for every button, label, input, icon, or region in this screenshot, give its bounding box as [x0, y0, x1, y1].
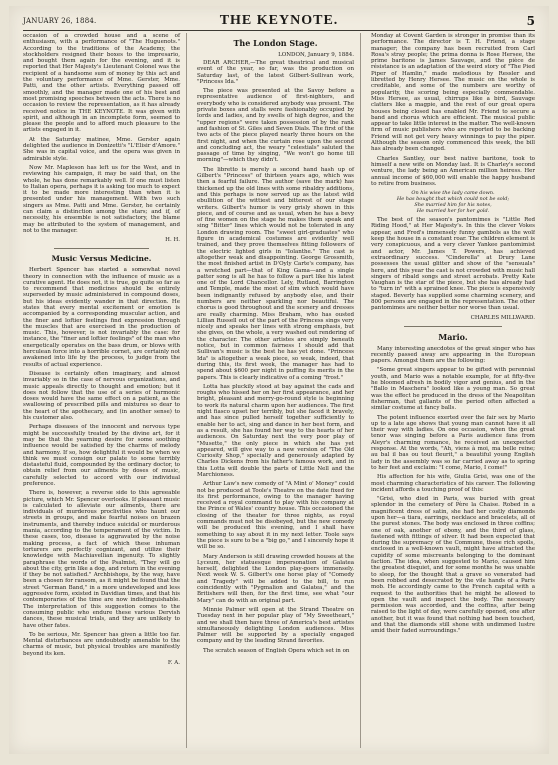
article-columns	[23, 33, 535, 748]
article-heading: The London Stage.	[233, 38, 318, 48]
article-paragraph: Arthur Law's new comedy of "A Mint o' Money" could not be produced at Toole's Theatre on the date fixed for its first performance, owing to the manager having received a royal command to play with his company at the Prince of Wales' country house. This occasioned the closing of the theater for three nights, as royal commands must not be disobeyed, but the new comedy will be produced this evening, and I shall have something to say about it in my next letter. Toole says the piece is sure to be a "big go," and I sincerely hope it will be so.	[197, 481, 354, 551]
article-heading: Music Versus Medicine.	[51, 254, 152, 264]
article-paragraph: The piece was presented at the Savoy before a representative audience of first-nighters, and everybody who is considered anybody was present. The private boxes and stalls were fashionably occupied by lords and ladies, and by swells of high degree, and the "upper regions" were taken possession of by the rank and fashion of St. Giles and Seven Dials. The first of the two acts of the piece played nearly three hours on the first night, and when the curtain rose upon the second and concluding act, the weary "celestials" saluted the passage of time by singing, "We won't go home till morning"—which they didn't.	[197, 88, 354, 164]
article-paragraph: Mary Anderson is still drawing crowded houses at the Lyceum, her statuesque impersonation of Galatea herself, delighted the London play-goers immensely. Next week W. S. Gilbert's one horse play of "Comedy and Tragedy" will be added to the bill, to run coincidently with "Pygmalion and Galatea," and the Britishers will then, for the first time, see what "our Mary" can do with an original part.	[197, 553, 354, 604]
author-signature: CHARLES MILLWARD.	[470, 314, 535, 321]
article-paragraph: Disease is certainly often imaginary, and almost invariably so in the case of nervous organizations, and music appeals directly to thought and emotion; but it does not follow that the use of a series of harmonic doses would have the same effect on a patient, as the swallowing of prescribed pills and mixtures so dear to the heart of the apothecary, and (in another sense) to his customer also.	[23, 370, 180, 422]
divider	[54, 248, 148, 249]
article-paragraph: The potent influence exerted over the fair sex by Mario up to a late age shows that young man cannot have it all their way with ladies. On one occasion, when the great tenor was singing before a Paris audience fans from Aleyr's charming romance, he received an unexpected response. At the words, "Ah, viens à moi, ma belle reine; au bal il bas ou tout fleurit," a beautiful young English lady in the assembly was so far carried away as to spring to her feet and exclaim: "I come, Mario, I come!"	[371, 414, 535, 471]
article-paragraph: Now Mr. Mapleson has left us for the West, and in reviewing his campaign, it may be said that, on the whole, he has done remarkably well. If one must listen to Italian opera, perhaps it is asking too much to expect it to be made more interesting than when it is presented under his management. With two such singers as Mme. Patti and Mme. Gerster, he certainly can claim a distinction among the stars; and if, of necessity, his ensemble is not satisfactory, the blame may be attributed to the system of management, and not to the manager.	[23, 164, 180, 234]
article-paragraph: Perhaps diseases of the innocent and nervous type might be successfully treated by the divine art, for it may be that the yearning desire for some soothing influence would be satisfied by the charms of melody and harmony. If so, how delightful it would be when we think we must consign our palate to some terribly distasteful fluid, compounded by the ordinary doctor, to obtain relief from our ailments by doses of music, carefully selected to accord with our individual preference.	[23, 424, 180, 487]
article-paragraph: To be serious, Mr. Spencer has given a little too far. Mental disturbances are undoubtedly amenable to the charms of music, but physical troubles are manifestly beyond its ken.	[23, 631, 180, 657]
dateline: LONDON, January 9, 1884.	[278, 52, 354, 58]
article-paragraph: Charles Santley, our best native baritone, took to himself a new wife on Monday last. It is Charley's second venture, the lady being an American million heiress. Her annual income of $60,000 will enable the happy husband to retire from business.	[371, 155, 535, 187]
article-paragraph: The scratch season of English Opera which set in on	[203, 647, 350, 654]
article-paragraph: Lotta has pluckily stood at bay against the cads and roughs who hissed her on her first appearance, and her bright, pleasant and merry-go-round style is beginning to work its natural charm upon her audiences. The first night fiasco upset her terribly, but she faced it bravely, and has since pulled herself together sufficiently to enable her to act, sing and dance in her best form, and as a result, she has found her way to the hearts of her audiences. On Saturday next the very poor play of "Musette," the only piece in which she has yet appeared, will give way to a new version of "The Old Curiosity Shop," specially and generously adapted by Charles Dickens from his father's famous work, and in this Lotta will double the parts of Little Nell and the Marchioness.	[197, 383, 354, 478]
newspaper-page	[9, 6, 549, 754]
column-2	[197, 33, 361, 748]
article-paragraph: "Grisi, who died in Paris, was buried with great splendor in the cemetery of Père la Chaise. Robed in a magnificent dress of satin, she had her costly diamonds upon her—a tiara, earrings, necklace and bracelets, all of the purest stones. The body was enclosed in three coffins; one of oak, another of ebony, and the third of glass, fastened with fittings of silver. It had been expected that during the supremacy of the Commune, these rich spoils, enclosed in a well-known vault, might have attracted the cupidity of some miscreants belonging to the dominant faction. The idea, when suggested to Mario, caused him the greatest disquiet, and for some months he was unable to sleep, for the thought that a grave so venerated had been robbed and desecrated by the vile hands of a Paris mob. He accordingly came to the French capital with a request to the authorities that he might be allowed to open the vault and inspect the body. The necessary permission was accorded, and the coffins, after being raised to the light of day, were carefully opened, one after another, but it was found that nothing had been touched, and that the diamonds still shone with undimmed lustre amid their faded surroundings."	[371, 496, 535, 635]
article-paragraph: There is, however, a reverse side to this agreeable picture, which Mr. Spencer overlooks. If pleasant music is calculated to alleviate our ailments, there are individuals of murderous proclivities who haunt our streets in groups, and make fearful noises on brazen instruments, and thereby induce suicidal or murderous mania, according to the temperament of the victim. In these cases, too, disease is aggravated by the noise making process, a fact of which these inhuman torturers are perfectly cognizant, and utilize their knowledge with Machiavellian ingenuity. To slightly paraphrase the words of the Psalmist, "They will go about the city, grin like a dog, and return in the evening if they be not satisfied." Archbishops, by the way, have been a chosen for ransom, as it might be found that the street "German Band," in a more undeveloped and less aggressive form, existed in Davidian times, and that his contemporaries of the time are now indistinguishable. The interpretation of this suggestion comes to the consuming public who endure these various Dervish dances, these musical trials, and they are unlikely to have other fates.	[23, 490, 180, 629]
issue-date: JANUARY 26, 1884.	[23, 17, 97, 25]
article-paragraph: The best of the season's pantomimes is "Little Red Riding Hood," at Her Majesty's. In this the clever Vokes appear, and Fred's immensely funny gambols as the wolf keep the house in a constant roar. The children element is very conspicuous, and a very clever Yankee pantomimist and actor, Mr. James T. Powers, has achieved extraordinary success. "Cinderella" at Drury Lane possesses the usual glitter and show of the "sensuals" here, and this year the cast is not crowded with music hall singers of ribald songs and street acrobats. Pretty Kate Vaughan is the star of the piece, but she has already had to "turn in" with a sprained knee. The piece is expensively staged. Beverly has supplied some charming scenery, and 800 persons are engaged in the representation. The other pantomimes are neither better nor worse than usual.	[371, 217, 535, 312]
article-paragraph: occasion of a crowded house and a scene of enthusiasm, with a performance of "The Huguenots." According to the traditions of the Academy, the stockholders resigned their boxes to the impresario, and bought them again for the evening, and it is reported that Her Majesty's Lieutenant Colonel was the recipient of a handsome sum of money by this act and the voluntary performance of Mme. Gerster, Mme. Patti, and the other artists. Everything passed off smoothly, and the manager made one of his best and most promising speeches between the acts. There is no occasion to review the representation, as it has already received notice in THE KEYNOTE. It was given with spirit, and although in an incomplete form, seemed to please the people and to afford much pleasure to the artists engaged in it.	[23, 33, 180, 134]
article-heading: Mario.	[438, 331, 468, 342]
divider	[404, 326, 502, 327]
page-number: 5	[526, 14, 535, 28]
article-paragraph: "Some great singers appear to be gifted with perennial youth, and Mario was a notable example, for at fifty-five he bloomed afresh in bodily vigor and genius, and in the "Ballo in Maschera" looked like a young man. So great was the effect he produced in the dress of the Neapolitan fisherman, that gallants of the period often affected a similar costume at fancy balls.	[371, 367, 535, 412]
publication-title: THE KEYNOTE.	[219, 13, 339, 28]
article-paragraph: Minnie Palmer will open at the Strand Theatre on Tuesday next in her popular play of "My Sweetheart," and we shall then have three of America's best artistes simultaneously delighting London audiences. Miss Palmer will be supported by a specially engaged company and by the leading Strand favorites.	[197, 606, 354, 645]
article-paragraph: At the Saturday matinee, Mme. Gerster again delighted the audience in Donizetti's "L'Elisir d'Amore." She was in capital voice, and the opera was given in admirable style.	[23, 136, 180, 162]
article-paragraph: Monday at Covent Garden is stronger in promise than its performance. The director is T. H. Friend, a stage manager; the company has been recruited from Carl Rosa's stray people; the prima donna is Rose Hersee, the prime baritone is James Sauvage, and the pièce de résistance is an adaptation of the weird story of "The Pied Piper of Hamlin," made melodious by Ressler and libretted by Henry Hersee. The music on the whole is creditable, and some of the numbers are worthy of popularity, the scoring being especially commendable. Miss Hersee, as usual, chirrups like a bird, Sauvage clatters like a magpie, and the rest of our great opera houses being closed has enabled Mr. Friend to secure a band and chorus which are efficient. The musical public appear to take little interest in the matter. The well-known firm of music publishers who are reported to be backing Friend will not get very heavy winnings to pay the piper. Although the season only commenced this week, the bill has already been changed.	[371, 33, 535, 153]
masthead	[23, 14, 535, 31]
article-paragraph: His affection for his wife, Giulia Grisi, was one of the most charming characteristics of his career. The following incident affords a touching proof of this:	[371, 474, 535, 493]
column-3	[371, 33, 535, 748]
author-signature: F. A.	[167, 660, 180, 667]
article-paragraph: Herbert Spencer has started a somewhat novel theory in connection with the influence of music as a curative agent. He does not, it is true, go quite so far as to recommend that medicines should be entirely superseded by music administered in compound doses, but his ideas evidently wander in that direction. He states that every mental excitement or emotion is accompanied by a corresponding muscular action, and the finer and loftier feelings find expression through the muscles that are exercised in the production of music. This, however, is not invariably the case: for instance, the "finer and loftier feelings" of the man who energetically operates on the bass drum, or blows with herculean force into a horrible cornet, are certainly not awakened into life by the process, to judge from the results of actual experience.	[23, 267, 180, 368]
article-paragraph: The libretto is merely a second hand hash up of Gilbert's "Princess" of thirteen years ago, which was then a fearful failure. The author (save the mark) has thickened up the old lines with some ribaldry additions, and this perhaps is now served up as the latest wild ebullition of the wittiest and bitterest of our stage writers. Gilbert's humor is very grisly shown in this piece, and of course and as usual, when he has a bevy of fine women on the stage he makes them speak and sing "Bitter" lines which would not be tolerated in any London drawing room. The "sweet girl-graduates" who figure in academical costumes are evidently well trained, and they prove themselves fitting followers of the electric lighted girls in "Iolanthe." The cast is altogether weak and disappointing. George Grossmith, the most finished artist in D'Oyly Carte's company, has a wretched part—that of King Gama—and a single patter song is all he has to follow a part like his latest one of the Lord Chancellor. Lely, Rutland, Barrington and Temple, made the most of slim which would have been indignantly refused by anybody else, and their numbers are neither sparkling nor beautiful. The chorus is good throughout and the scenery and dresses are really charming. Miss Braham, who has ousted Lillian Russell out of the part of the Princess sings very nicely and speaks her lines with strong emphasis, but she gives, on the whole, a very washed out rendering of the character. The other artistes are simply beneath notice, but in common fairness I should add that Sullivan's music is the best he has yet done. "Princess Ida" is altogether a weak piece, so weak, indeed, that during this, its first week, the manager has had to spend about $600 per night in puffing its merits in the papers. This is clearly indicative of a coming "frost."	[197, 166, 354, 381]
article-paragraph: Many interesting anecdotes of the great singer who has recently passed away are appearing in the European papers. Amongst them are the following:	[371, 345, 535, 365]
author-signature: H. H.	[165, 237, 180, 244]
article-paragraph: DEAR ARCHER,—The great theatrical and musical event of the year, so far, was the production on Saturday last, of the latest Gilbert-Sullivan work, "Princess Ida."	[197, 60, 354, 85]
verse: On his wise the lady came down. He has bought that which could not be sold; She married him for his notes, He married her for her gold.	[396, 190, 510, 215]
column-1	[23, 33, 187, 748]
